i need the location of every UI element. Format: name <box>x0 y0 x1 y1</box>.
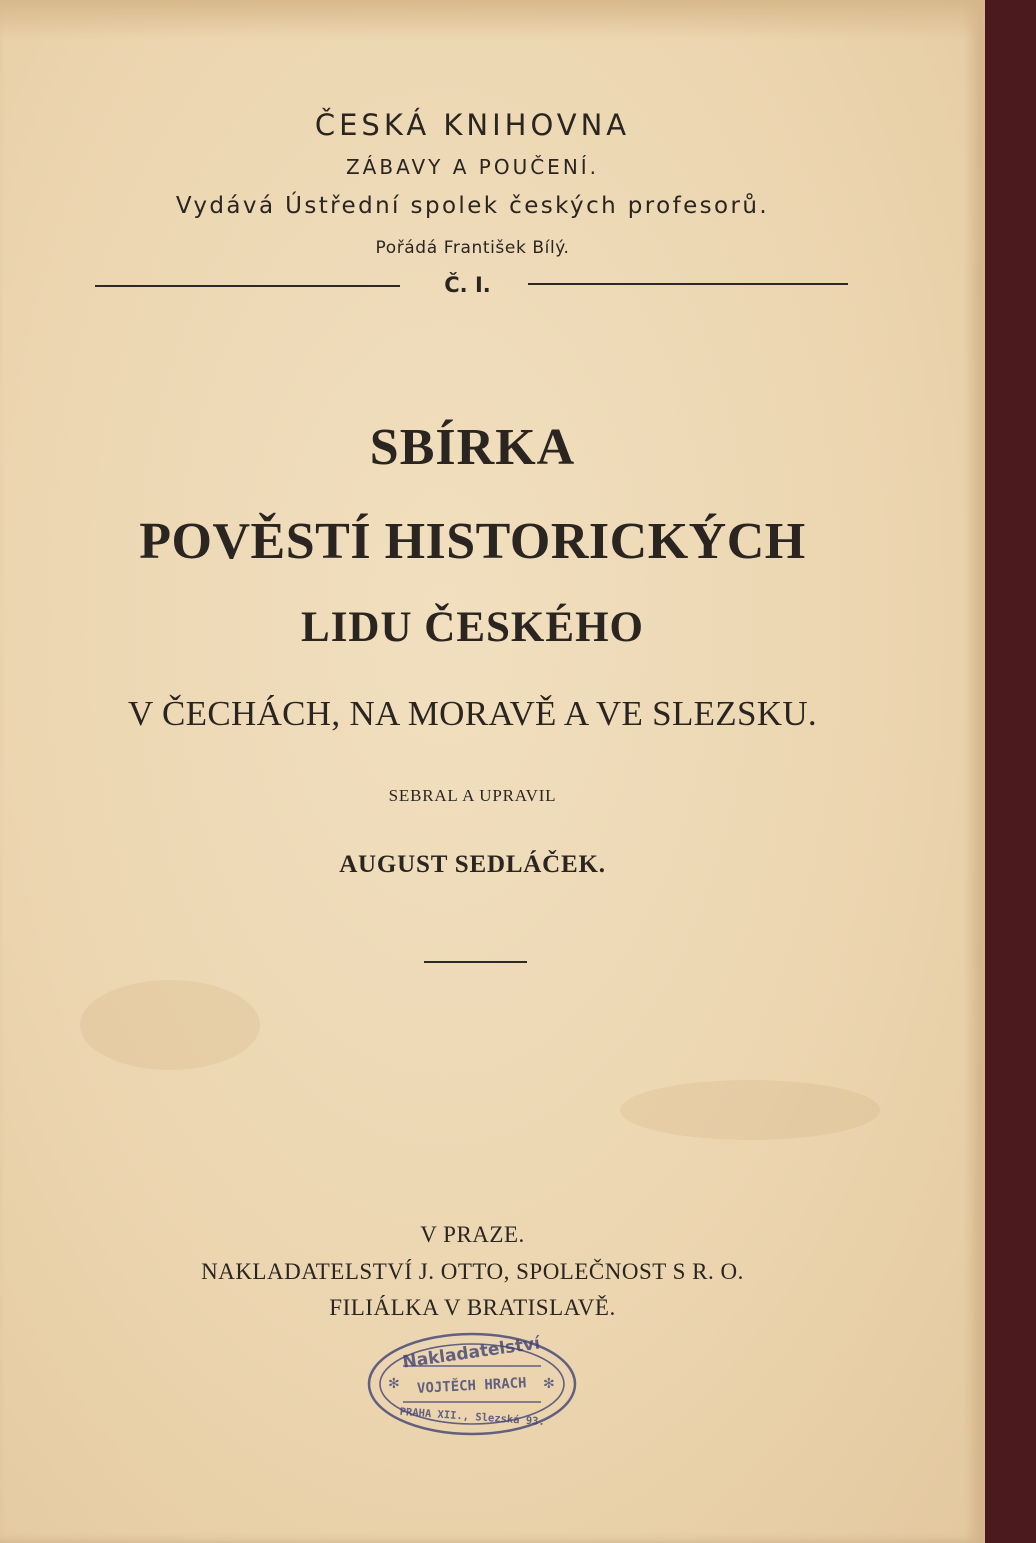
title-line-2: POVĚSTÍ HISTORICKÝCH <box>139 513 806 570</box>
stamp-line-1: Nakladatelství <box>401 1333 542 1373</box>
volume-number: Č. I. <box>444 273 491 297</box>
title-line-1: SBÍRKA <box>369 419 576 476</box>
credit-label: SEBRAL A UPRAVIL <box>388 786 557 805</box>
divider-left <box>95 285 400 287</box>
series-subtitle: ZÁBAVY A POUČENÍ. <box>345 155 600 179</box>
imprint-branch: FILIÁLKA V BRATISLAVĚ. <box>329 1295 616 1320</box>
publisher-stamp <box>365 1328 580 1440</box>
short-divider <box>424 961 527 963</box>
title-line-4: V ČECHÁCH, NA MORAVĚ A VE SLEZSKU. <box>128 694 817 733</box>
stamp-line-3: PRAHA XII., Slezská 93. <box>399 1405 546 1429</box>
series-publisher: Vydává Ústřední spolek českých profesorů. <box>175 193 770 219</box>
stamp-star-icon: ✻ <box>388 1377 400 1392</box>
divider-right <box>528 283 848 285</box>
series-name: ČESKÁ KNIHOVNA <box>314 108 631 142</box>
stamp-star-icon: ✻ <box>543 1377 555 1392</box>
imprint-publisher: NAKLADATELSTVÍ J. OTTO, SPOLEČNOST S R. O. <box>201 1259 744 1284</box>
paper-stain <box>620 1080 880 1140</box>
author-name: AUGUST SEDLÁČEK. <box>339 851 606 878</box>
title-line-3: LIDU ČESKÉHO <box>301 604 644 651</box>
paper-stain <box>80 980 260 1070</box>
imprint-city: V PRAZE. <box>420 1222 525 1247</box>
series-editor: Pořádá František Bílý. <box>375 238 570 258</box>
stamp-line-2: VOJTĚCH HRACH <box>416 1375 527 1397</box>
